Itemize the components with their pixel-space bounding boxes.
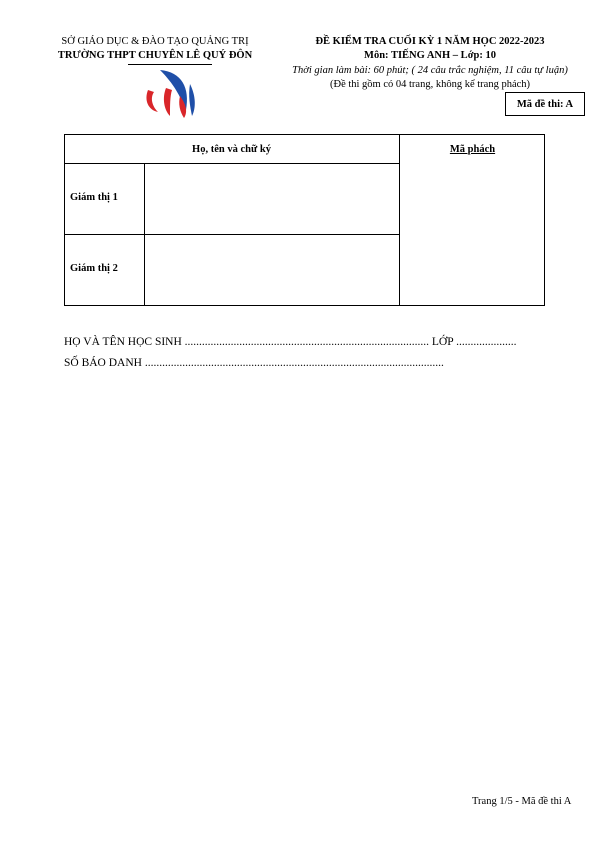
supervisor-2-label: Giám thị 2: [70, 263, 118, 274]
supervisor-1-signature-field[interactable]: [146, 165, 398, 233]
student-name-line[interactable]: HỌ VÀ TÊN HỌC SINH ..................................................................................... LỚP .....................: [64, 336, 517, 348]
supervisor-2-signature-field[interactable]: [146, 236, 398, 304]
name-signature-header: Họ, tên và chữ ký: [192, 144, 271, 155]
school-logo: [140, 66, 200, 122]
time-note: Thời gian làm bài: 60 phút; ( 24 câu trắc nghiệm, 11 câu tự luận): [292, 65, 568, 76]
code-header: Mã phách: [449, 144, 496, 155]
secret-code-field[interactable]: [401, 165, 543, 304]
department-name: SỞ GIÁO DỤC & ĐÀO TẠO QUẢNG TRỊ: [61, 36, 249, 47]
header-divider: [128, 64, 212, 65]
candidate-number-line[interactable]: SỐ BÁO DANH ........................................................................................................: [64, 357, 444, 369]
exam-code-box: Mã đề thi: A: [505, 92, 585, 116]
exam-title: ĐỀ KIỂM TRA CUỐI KỲ 1 NĂM HỌC 2022-2023: [315, 36, 545, 47]
pages-note: (Đề thi gồm có 04 trang, không kể trang phách): [329, 79, 531, 90]
subject-line: Môn: TIẾNG ANH – Lớp: 10: [364, 50, 496, 61]
page-footer: Trang 1/5 - Mã đề thi A: [472, 796, 572, 807]
school-name: TRƯỜNG THPT CHUYÊN LÊ QUÝ ĐÔN: [57, 50, 253, 61]
supervisor-1-label: Giám thị 1: [70, 192, 118, 203]
